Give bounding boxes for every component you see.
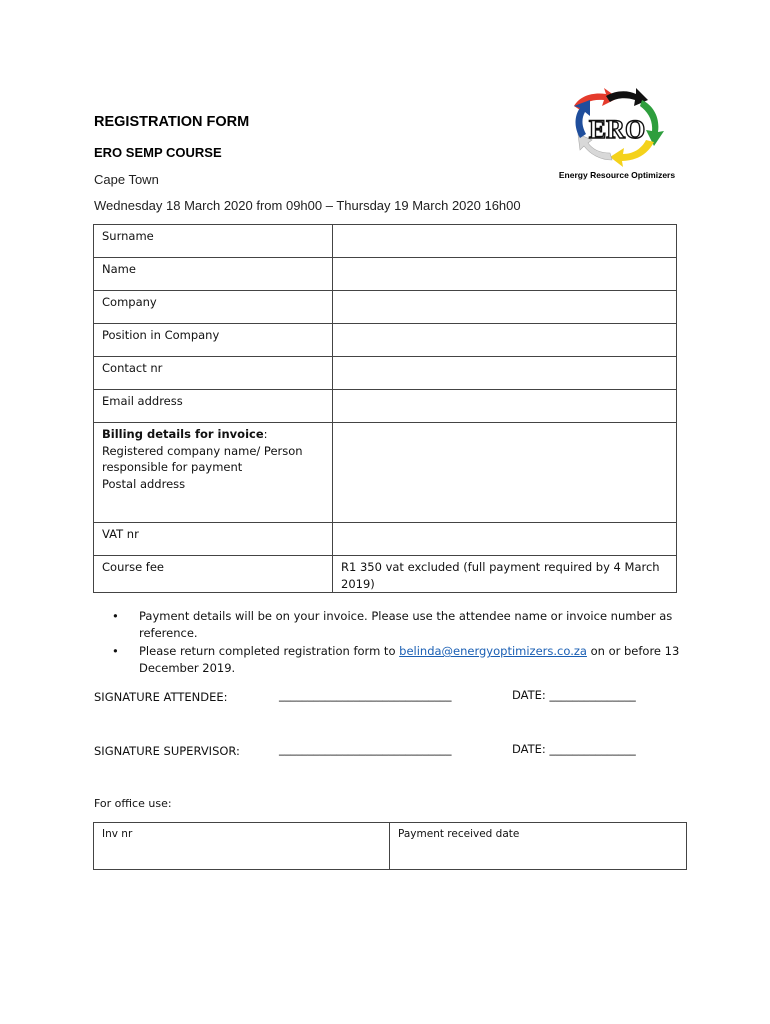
- position-field[interactable]: [333, 324, 677, 357]
- course-dates: Wednesday 18 March 2020 from 09h00 – Thursday 19 March 2020 16h00: [94, 198, 521, 213]
- row-label: Contact nr: [94, 357, 333, 390]
- course-fee-value: R1 350 vat excluded (full payment required by 4 March 2019): [333, 556, 677, 593]
- form-title: REGISTRATION FORM: [94, 114, 250, 130]
- billing-label-cell: [94, 423, 333, 523]
- office-use-label: For office use:: [94, 797, 172, 810]
- supervisor-signature-line[interactable]: ______________________________: [279, 742, 452, 756]
- company-field[interactable]: [333, 291, 677, 324]
- row-label: Name: [94, 258, 333, 291]
- office-row: [94, 823, 687, 870]
- logo-letters: ERO: [588, 115, 646, 144]
- billing-colon: :: [263, 427, 268, 441]
- supervisor-signature-label: SIGNATURE SUPERVISOR:: [94, 744, 240, 758]
- form-row-contact: [94, 357, 677, 390]
- row-label: Company: [94, 291, 333, 324]
- form-row-surname: [94, 225, 677, 258]
- postal-address-label: Postal address: [102, 476, 186, 491]
- attendee-signature-line[interactable]: ______________________________: [279, 688, 452, 702]
- row-label: VAT nr: [94, 523, 333, 556]
- course-name: ERO SEMP COURSE: [94, 145, 222, 160]
- inv-nr-field[interactable]: Inv nr: [94, 823, 390, 870]
- billing-line1: Registered company name/ Person: [102, 443, 303, 458]
- form-row-vat: [94, 523, 677, 556]
- payment-received-field[interactable]: Payment received date: [390, 823, 687, 870]
- attendee-signature-label: SIGNATURE ATTENDEE:: [94, 690, 228, 704]
- list-item: [112, 643, 682, 677]
- row-label: Course fee: [94, 556, 333, 593]
- form-row-billing: [94, 423, 677, 523]
- logo-caption: Energy Resource Optimizers: [558, 170, 676, 180]
- ero-logo: [552, 84, 682, 184]
- list-item: [112, 608, 682, 642]
- row-label: Position in Company: [94, 324, 333, 357]
- form-row-email: [94, 390, 677, 423]
- form-row-position: [94, 324, 677, 357]
- registration-table: [93, 224, 677, 593]
- course-city: Cape Town: [94, 172, 159, 187]
- office-use-table: [93, 822, 687, 870]
- vat-field[interactable]: [333, 523, 677, 556]
- name-field[interactable]: [333, 258, 677, 291]
- bullet-icon: •: [112, 609, 119, 623]
- email-link[interactable]: belinda@energyoptimizers.co.za: [399, 644, 587, 658]
- ero-logo-icon: [566, 84, 668, 168]
- row-label: Email address: [94, 390, 333, 423]
- billing-field[interactable]: [333, 423, 677, 523]
- return-note-suffix: on or before 13 December 2019.: [139, 644, 680, 675]
- bullet-icon: •: [112, 644, 119, 658]
- return-note-prefix: Please return completed registration form to: [139, 644, 400, 658]
- email-field[interactable]: [333, 390, 677, 423]
- form-row-company: [94, 291, 677, 324]
- payment-notes: [112, 608, 682, 678]
- supervisor-date-field[interactable]: DATE: _______________: [512, 742, 636, 756]
- contact-field[interactable]: [333, 357, 677, 390]
- billing-heading: Billing details for invoice: [102, 427, 264, 441]
- row-label: Surname: [94, 225, 333, 258]
- attendee-date-field[interactable]: DATE: _______________: [512, 688, 636, 702]
- payment-note: Payment details will be on your invoice. Please use the attendee name or invoice number as reference.: [139, 609, 673, 640]
- billing-line2: responsible for payment: [102, 460, 243, 474]
- form-row-name: [94, 258, 677, 291]
- form-row-course-fee: [94, 556, 677, 593]
- surname-field[interactable]: [333, 225, 677, 258]
